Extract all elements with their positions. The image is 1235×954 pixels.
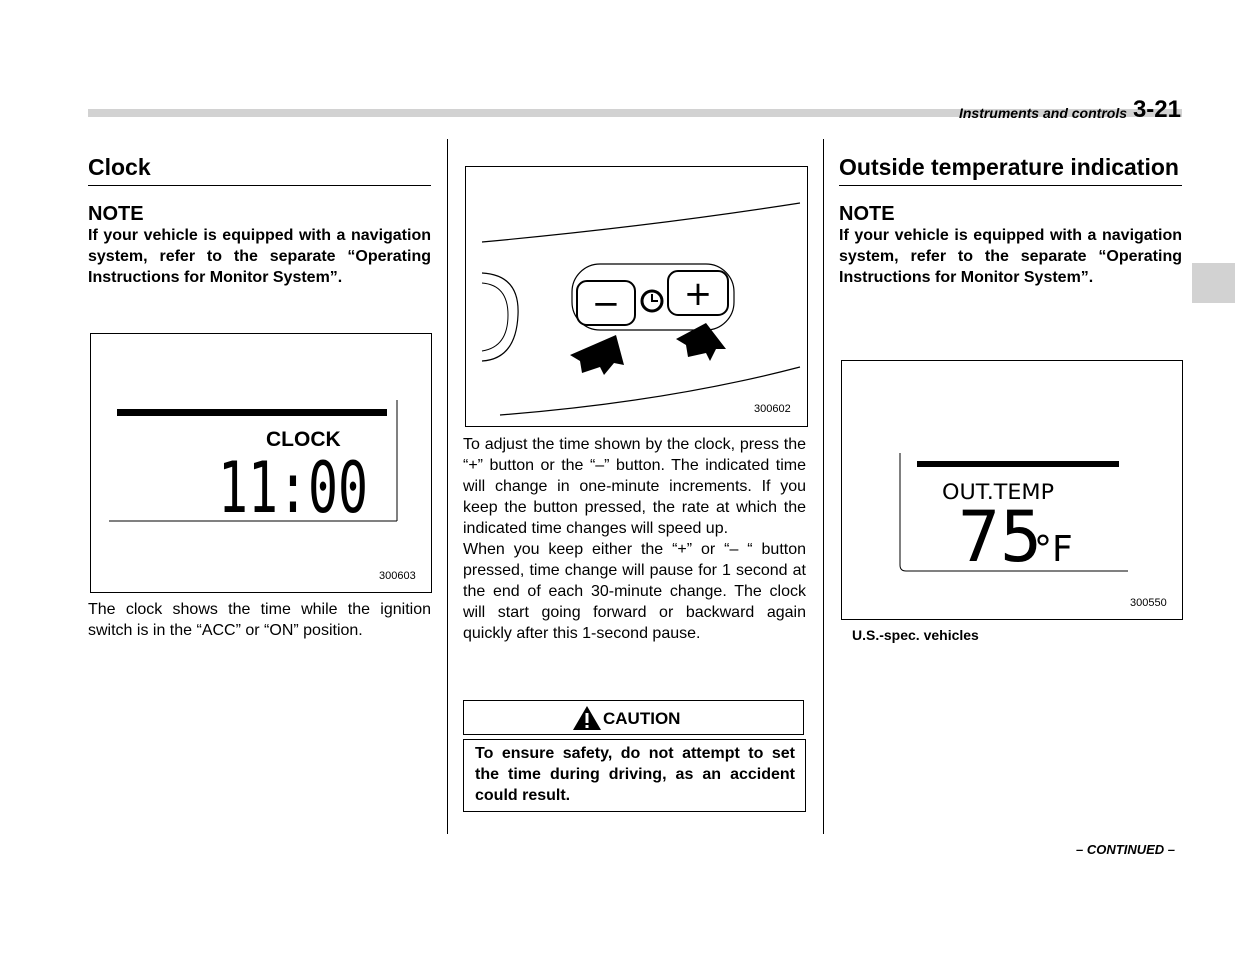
temp-lcd-unit: °F bbox=[1034, 529, 1073, 570]
clock-body: The clock shows the time while the ignition switch is in the “ACC” or “ON” position. bbox=[88, 601, 431, 639]
clock-section bbox=[88, 154, 431, 288]
clock-lcd-time: 11:00 bbox=[218, 447, 368, 529]
clock-buttons-illustration bbox=[466, 167, 807, 426]
warning-icon bbox=[572, 705, 602, 731]
note-heading: NOTE bbox=[839, 203, 895, 225]
clock-display-illustration bbox=[91, 334, 431, 592]
temp-display-illustration bbox=[842, 361, 1182, 619]
clock-lcd-label: CLOCK bbox=[266, 428, 341, 451]
temp-heading: Outside temperature indication bbox=[839, 154, 1179, 180]
clock-figure bbox=[90, 333, 432, 593]
adjust-body bbox=[463, 434, 806, 644]
figure-code: 300602 bbox=[754, 403, 791, 415]
note-text: If your vehicle is equipped with a navigation system, refer to the separate “Operating Instructions for Monitor System”. bbox=[839, 227, 1182, 286]
heading-rule bbox=[88, 185, 431, 186]
temp-section bbox=[839, 154, 1182, 288]
adjust-paragraph-1: To adjust the time shown by the clock, press the “+” button or the “–” button. The indicated time will change in one-minute increments. If you keep the button pressed, the rate at which the indicated time changes will speed up. bbox=[463, 436, 806, 537]
clock-buttons-figure bbox=[465, 166, 808, 427]
temp-lcd-label: OUT.TEMP bbox=[942, 480, 1054, 504]
page-number: 3-21 bbox=[1132, 96, 1181, 123]
plus-button: + bbox=[683, 274, 713, 314]
note-heading: NOTE bbox=[88, 203, 144, 225]
figure-code: 300550 bbox=[1130, 597, 1167, 609]
figure-caption: U.S.-spec. vehicles bbox=[852, 627, 979, 643]
chapter-tab bbox=[1192, 263, 1235, 303]
heading-rule bbox=[839, 185, 1182, 186]
temp-figure bbox=[841, 360, 1183, 620]
continued-label: – CONTINUED – bbox=[1076, 842, 1175, 857]
note-text: If your vehicle is equipped with a navigation system, refer to the separate “Operating Instructions for Monitor System”. bbox=[88, 227, 431, 286]
caution-text: To ensure safety, do not attempt to set the time during driving, as an accident could result. bbox=[475, 745, 795, 804]
column-divider bbox=[823, 139, 824, 834]
clock-heading: Clock bbox=[88, 154, 151, 180]
arrow-up-icon bbox=[570, 335, 624, 375]
arrow-up-icon bbox=[676, 323, 726, 361]
caution-box bbox=[463, 739, 806, 812]
temp-lcd-value: 75 bbox=[958, 496, 1042, 578]
caution-label: CAUTION bbox=[603, 709, 681, 728]
section-title: Instruments and controls bbox=[958, 105, 1127, 121]
column-divider bbox=[447, 139, 448, 834]
adjust-paragraph-2: When you keep either the “+” or “– “ button pressed, time change will pause for 1 second at the end of each 30-minute change. The clock will start going forward or backward again quickly after this 1-second pause. bbox=[463, 541, 806, 642]
minus-button: − bbox=[591, 284, 621, 324]
figure-code: 300603 bbox=[379, 570, 416, 582]
caution-header bbox=[463, 700, 804, 735]
